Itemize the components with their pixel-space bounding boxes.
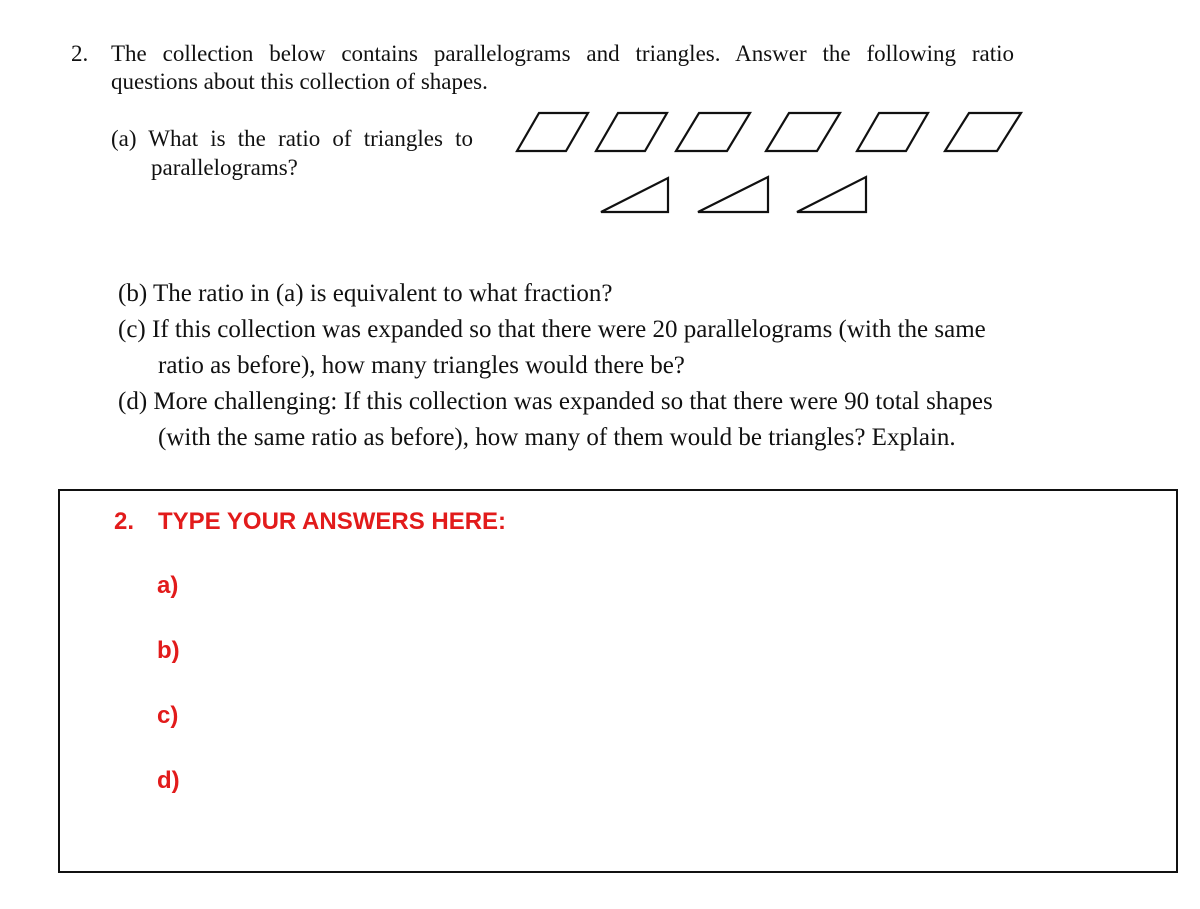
parallelogram-shape bbox=[596, 113, 667, 151]
parallelogram-shape bbox=[857, 113, 928, 151]
question-number: 2. bbox=[71, 41, 89, 66]
question-intro-line-1: The collection below contains parallelograms and triangles. Answer the following ratio bbox=[111, 41, 1014, 66]
answer-box[interactable] bbox=[58, 489, 1178, 873]
parallelogram-shape bbox=[766, 113, 840, 151]
triangle-shape bbox=[698, 177, 768, 212]
part-b-question: (b) The ratio in (a) is equivalent to what fraction? bbox=[118, 280, 613, 307]
parallelogram-shape bbox=[676, 113, 750, 151]
answer-label-a: a) bbox=[157, 572, 179, 599]
part-d-line-2: (with the same ratio as before), how many of them would be triangles? Explain. bbox=[158, 424, 956, 451]
answer-box-heading: TYPE YOUR ANSWERS HERE: bbox=[158, 508, 507, 535]
answer-label-c: c) bbox=[157, 702, 179, 729]
triangle-shape bbox=[601, 178, 668, 212]
answer-box-title bbox=[114, 507, 506, 537]
part-d-line-1: (d) More challenging: If this collection was expanded so that there were 90 total shapes bbox=[118, 388, 993, 415]
part-a-line-2: parallelograms? bbox=[151, 155, 298, 180]
part-c-line-2: ratio as before), how many triangles would there be? bbox=[158, 352, 685, 379]
parallelogram-shape bbox=[517, 113, 588, 151]
sub-questions bbox=[118, 276, 1058, 456]
question-intro-line-2: questions about this collection of shapes. bbox=[111, 69, 488, 94]
part-a-line-1: (a) What is the ratio of triangles to bbox=[111, 126, 473, 151]
answer-box-number: 2. bbox=[114, 508, 135, 535]
triangle-shape bbox=[797, 177, 866, 212]
parallelogram-shape bbox=[945, 113, 1021, 151]
shapes-figure bbox=[0, 0, 1200, 240]
answer-label-d: d) bbox=[157, 767, 180, 794]
answer-label-b: b) bbox=[157, 637, 180, 664]
part-c-line-1: (c) If this collection was expanded so that there were 20 parallelograms (with the same bbox=[118, 316, 986, 343]
